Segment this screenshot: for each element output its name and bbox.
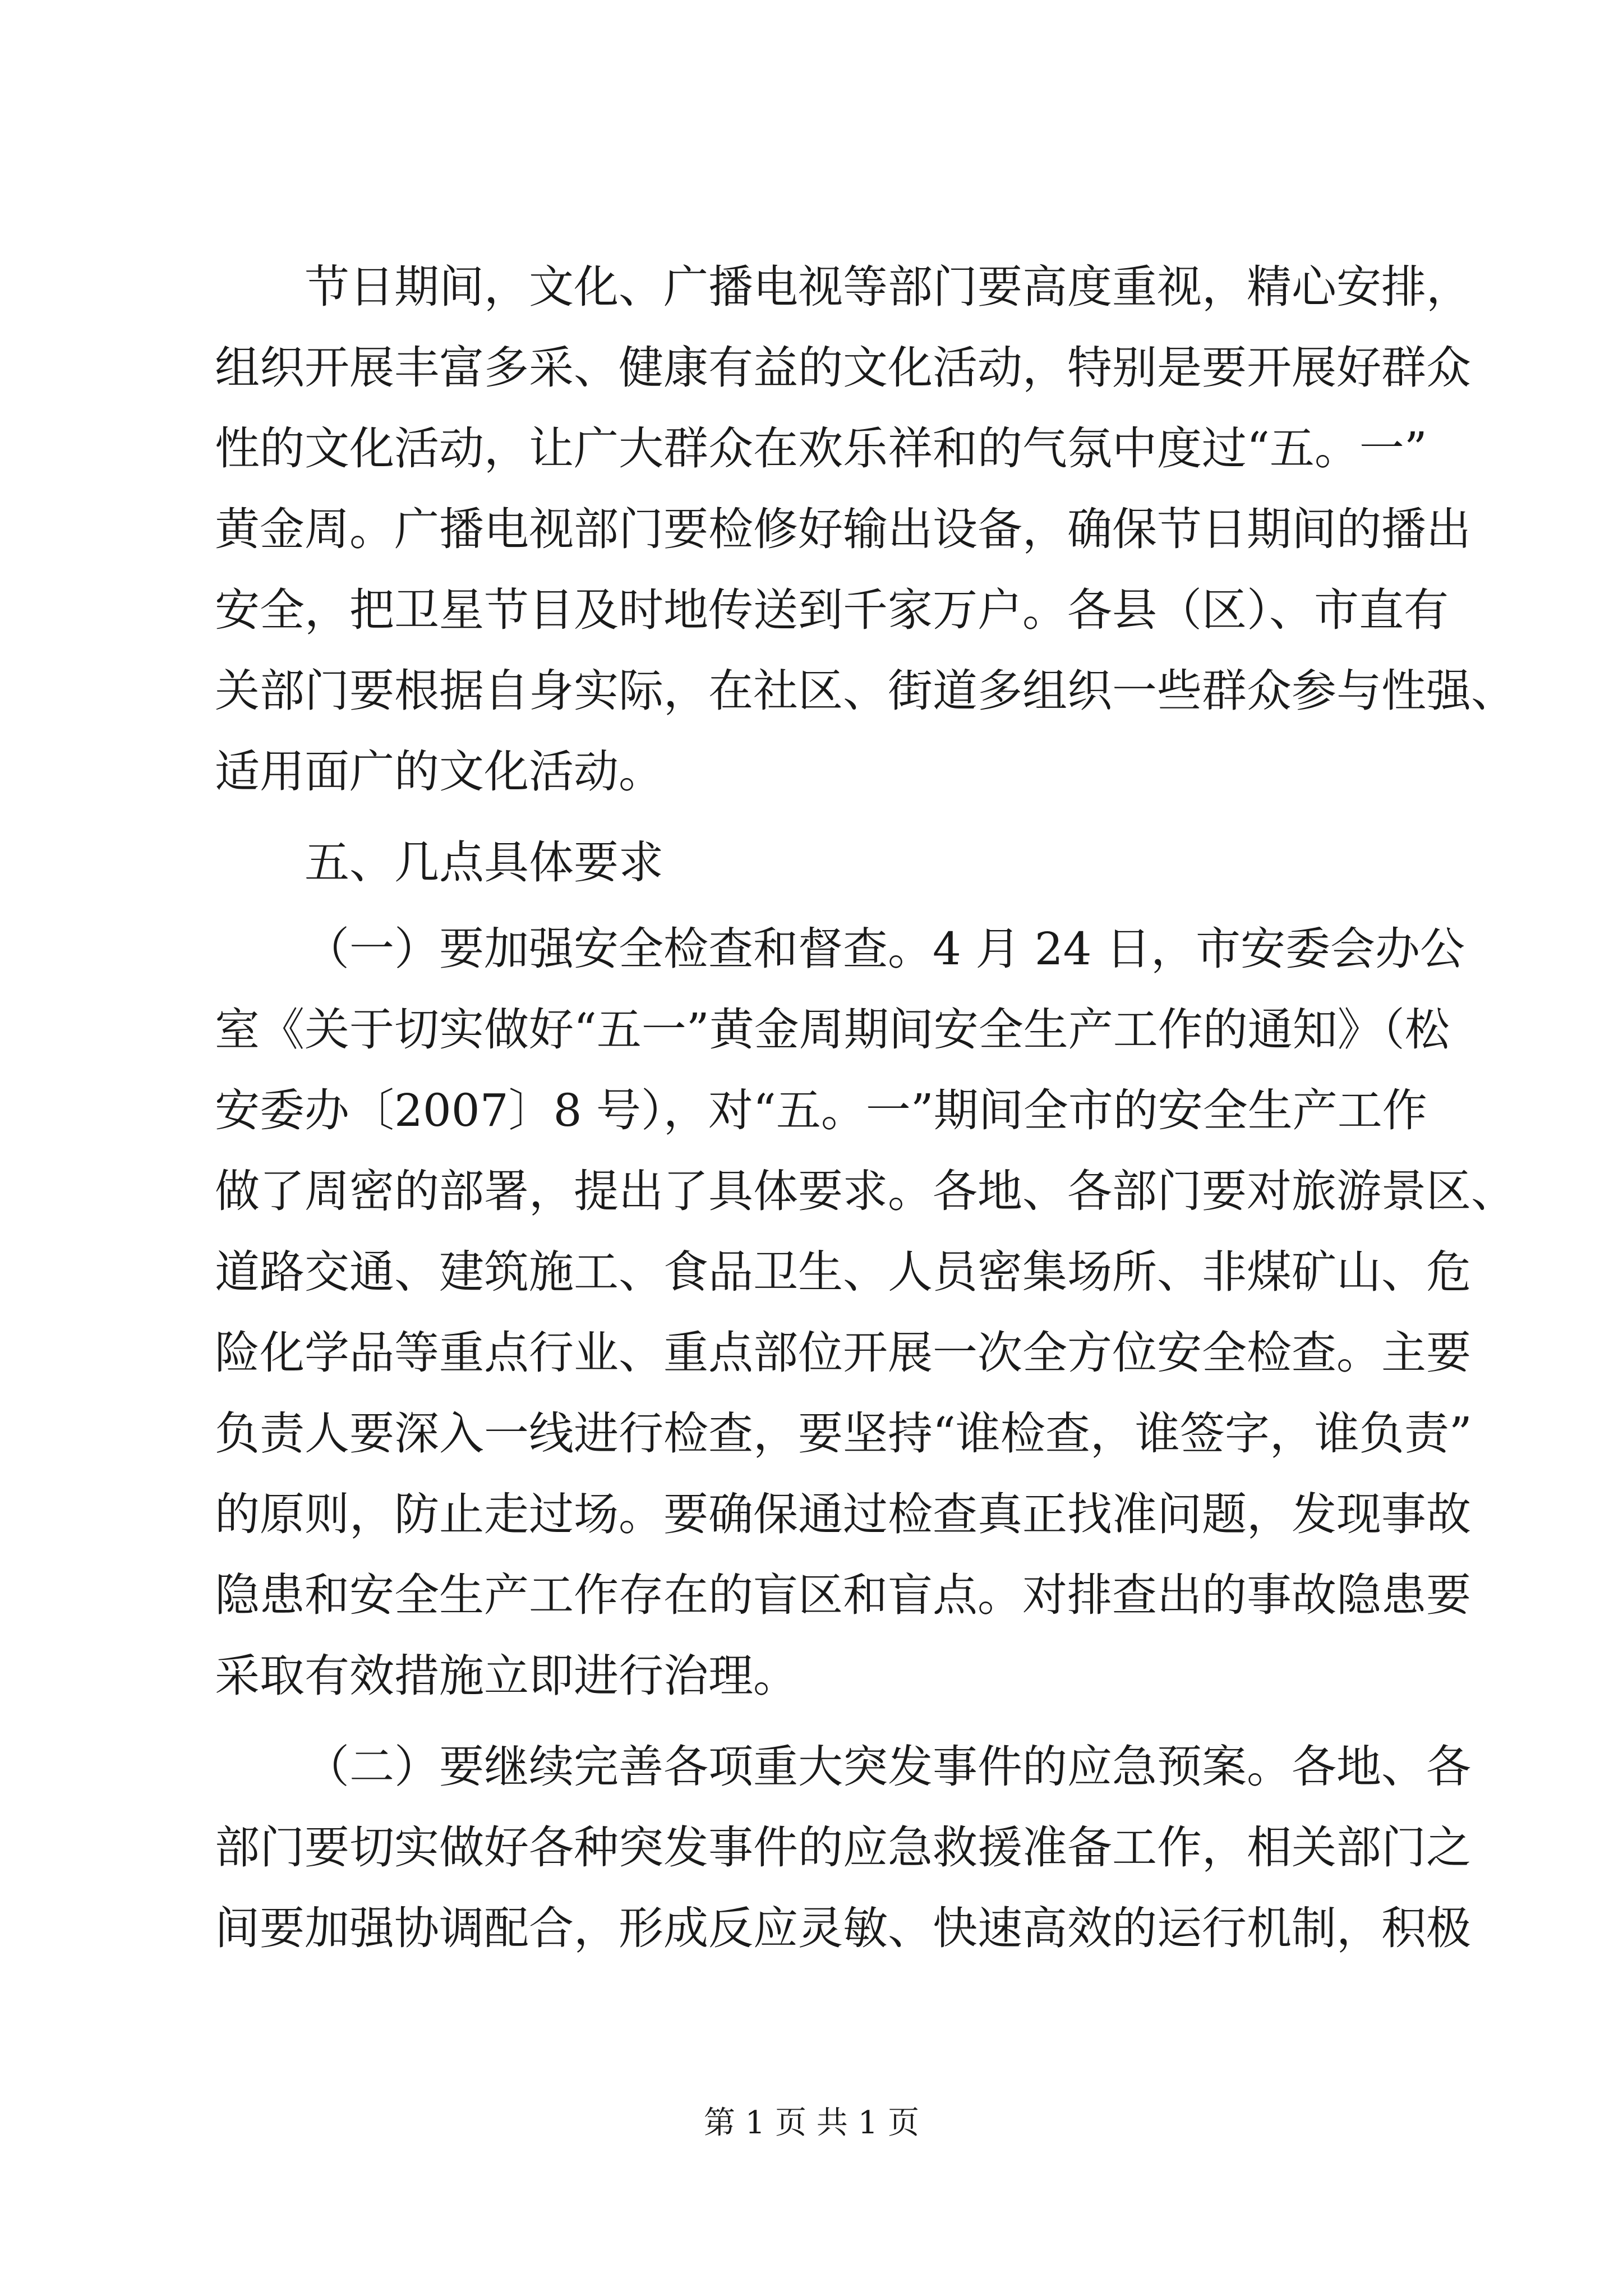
text-line: 负责人要深入一线进行检查，要坚持“谁检查，谁签字，谁负责” — [215, 1407, 1472, 1460]
text-line: 做了周密的部署，提出了具体要求。各地、各部门要对旅游景区、 — [215, 1165, 1516, 1217]
text-line: 安委办〔2007〕8 号），对“五。一”期间全市的安全生产工作 — [215, 1084, 1427, 1137]
text-line: 部门要切实做好各种突发事件的应急救援准备工作，相关部门之 — [215, 1821, 1471, 1874]
text-line: 节日期间，文化、广播电视等部门要高度重视，精心安排， — [305, 261, 1471, 313]
text-line: 关部门要根据自身实际，在社区、街道多组织一些群众参与性强、 — [215, 665, 1516, 717]
document-body — [215, 247, 1516, 1969]
page-footer: 第 1 页 共 1 页 — [703, 2105, 920, 2141]
text-line: 安全，把卫星节目及时地传送到千家万户。各县（区）、市直有 — [215, 584, 1449, 636]
text-line: （一）要加强安全检查和督查。4 月 24 日，市安委会办公 — [305, 923, 1465, 975]
text-line: 道路交通、建筑施工、食品卫生、人员密集场所、非煤矿山、危 — [215, 1246, 1471, 1298]
paragraph-emergency-plans — [215, 1727, 1471, 1969]
text-line: 室《关于切实做好“五一”黄金周期间安全生产工作的通知》（松 — [215, 1004, 1450, 1056]
text-line: 间要加强协调配合，形成反应灵敏、快速高效的运行机制，积极 — [215, 1902, 1471, 1954]
text-line: 黄金周。广播电视部门要检修好输出设备，确保节日期间的播出 — [215, 503, 1471, 555]
text-line: 隐患和安全生产工作存在的盲区和盲点。对排查出的事故隐患要 — [215, 1569, 1471, 1621]
text-line: 适用面广的文化活动。 — [215, 746, 663, 798]
text-line: （二）要继续完善各项重大突发事件的应急预案。各地、各 — [305, 1741, 1471, 1793]
text-line: 的原则，防止走过场。要确保通过检查真正找准问题，发现事故 — [215, 1488, 1471, 1540]
text-line: 采取有效措施立即进行治理。 — [215, 1650, 798, 1702]
text-line: 性的文化活动，让广大群众在欢乐祥和的气氛中度过“五。一” — [215, 422, 1427, 475]
section-heading: 五、几点具体要求 — [305, 836, 663, 889]
paragraph-safety-inspection — [215, 909, 1516, 1717]
text-line: 险化学品等重点行业、重点部位开展一次全方位安全检查。主要 — [215, 1327, 1471, 1379]
text-line: 组织开展丰富多采、健康有益的文化活动，特别是要开展好群众 — [215, 342, 1471, 394]
paragraph-festival-culture — [215, 247, 1516, 812]
